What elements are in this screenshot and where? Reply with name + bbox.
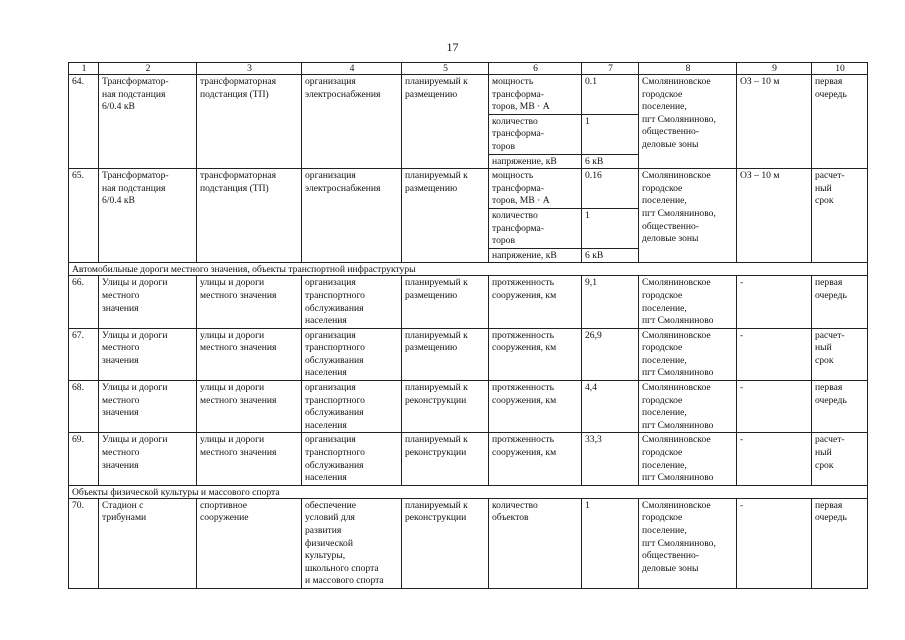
param-label: напряжение, кВ: [489, 154, 582, 169]
object-purpose: организация транспортного обслуживания населения: [302, 433, 402, 485]
param-value: 6 кВ: [582, 154, 639, 169]
param-label: мощность трансформа- торов, МВ · А: [489, 169, 582, 209]
object-name: Улицы и дороги местного значения: [99, 328, 197, 380]
column-header: 4: [302, 63, 402, 75]
param-value: 6 кВ: [582, 248, 639, 263]
object-location: Смоляниновское городское поселение, пгт Смоляниново: [639, 328, 737, 380]
object-location: Смоляниновское городское поселение, пгт Смоляниново, общественно- деловые зоны: [639, 169, 737, 263]
column-header: 1: [69, 63, 99, 75]
object-type: улицы и дороги местного значения: [197, 276, 302, 328]
column-header: 2: [99, 63, 197, 75]
table-row: [69, 381, 868, 433]
param-value: 0.1: [582, 75, 639, 115]
column-header: 3: [197, 63, 302, 75]
objects-table: [68, 62, 868, 589]
row-number: 65.: [69, 169, 99, 263]
param-value: 26,9: [582, 328, 639, 380]
section-row: [69, 263, 868, 276]
param-label: протяженность сооружения, км: [489, 381, 582, 433]
implementation-term: расчет- ный срок: [812, 328, 868, 380]
param-label: напряжение, кВ: [489, 248, 582, 263]
object-status: планируемый к размещению: [402, 328, 489, 380]
object-status: планируемый к реконструкции: [402, 433, 489, 485]
object-name: Трансформатор- ная подстанция 6/0.4 кВ: [99, 169, 197, 263]
object-purpose: организация транспортного обслуживания населения: [302, 328, 402, 380]
param-label: протяженность сооружения, км: [489, 276, 582, 328]
row-number: 64.: [69, 75, 99, 169]
object-type: улицы и дороги местного значения: [197, 328, 302, 380]
column-header: 9: [737, 63, 812, 75]
row-number: 67.: [69, 328, 99, 380]
param-value: 0.16: [582, 169, 639, 209]
implementation-term: расчет- ный срок: [812, 433, 868, 485]
implementation-term: первая очередь: [812, 75, 868, 169]
column-number-row: [69, 63, 868, 75]
object-type: улицы и дороги местного значения: [197, 381, 302, 433]
param-value: 9,1: [582, 276, 639, 328]
object-location: Смоляниновское городское поселение, пгт Смоляниново: [639, 381, 737, 433]
object-location: Смоляниновское городское поселение, пгт Смоляниново, общественно- деловые зоны: [639, 498, 737, 588]
column-header: 7: [582, 63, 639, 75]
table-row: [69, 169, 868, 209]
table-row: [69, 433, 868, 485]
object-name: Улицы и дороги местного значения: [99, 433, 197, 485]
protection-zone: -: [737, 328, 812, 380]
object-status: планируемый к размещению: [402, 276, 489, 328]
row-number: 68.: [69, 381, 99, 433]
implementation-term: первая очередь: [812, 498, 868, 588]
object-type: трансформаторная подстанция (ТП): [197, 75, 302, 169]
object-location: Смоляниновское городское поселение, пгт Смоляниново: [639, 276, 737, 328]
object-purpose: организация транспортного обслуживания населения: [302, 381, 402, 433]
implementation-term: первая очередь: [812, 381, 868, 433]
object-status: планируемый к размещению: [402, 169, 489, 263]
object-type: трансформаторная подстанция (ТП): [197, 169, 302, 263]
object-purpose: организация транспортного обслуживания населения: [302, 276, 402, 328]
implementation-term: первая очередь: [812, 276, 868, 328]
object-purpose: обеспечение условий для развития физической культуры, школьного спорта и массового спорта: [302, 498, 402, 588]
protection-zone: ОЗ – 10 м: [737, 75, 812, 169]
param-label: мощность трансформа- торов, МВ · А: [489, 75, 582, 115]
table-row: [69, 75, 868, 115]
row-number: 70.: [69, 498, 99, 588]
param-value: 33,3: [582, 433, 639, 485]
column-header: 5: [402, 63, 489, 75]
table-row: [69, 328, 868, 380]
object-purpose: организация электроснабжения: [302, 169, 402, 263]
column-header: 6: [489, 63, 582, 75]
param-label: количество трансформа- торов: [489, 208, 582, 248]
object-purpose: организация электроснабжения: [302, 75, 402, 169]
page-number: 17: [446, 40, 459, 54]
param-label: количество трансформа- торов: [489, 114, 582, 154]
section-title: Автомобильные дороги местного значения, объекты транспортной инфраструктуры: [69, 263, 868, 276]
param-value: 1: [582, 208, 639, 248]
protection-zone: -: [737, 381, 812, 433]
object-type: спортивное сооружение: [197, 498, 302, 588]
row-number: 69.: [69, 433, 99, 485]
implementation-term: расчет- ный срок: [812, 169, 868, 263]
table-row: [69, 276, 868, 328]
object-name: Улицы и дороги местного значения: [99, 276, 197, 328]
section-row: [69, 485, 868, 498]
protection-zone: -: [737, 498, 812, 588]
column-header: 10: [812, 63, 868, 75]
param-value: 4,4: [582, 381, 639, 433]
object-name: Трансформатор- ная подстанция 6/0.4 кВ: [99, 75, 197, 169]
param-value: 1: [582, 114, 639, 154]
protection-zone: ОЗ – 10 м: [737, 169, 812, 263]
object-location: Смоляниновское городское поселение, пгт Смоляниново, общественно- деловые зоны: [639, 75, 737, 169]
object-status: планируемый к реконструкции: [402, 381, 489, 433]
param-label: количество объектов: [489, 498, 582, 588]
row-number: 66.: [69, 276, 99, 328]
param-label: протяженность сооружения, км: [489, 433, 582, 485]
param-value: 1: [582, 498, 639, 588]
param-label: протяженность сооружения, км: [489, 328, 582, 380]
object-location: Смоляниновское городское поселение, пгт Смоляниново: [639, 433, 737, 485]
table-row: [69, 498, 868, 588]
protection-zone: -: [737, 433, 812, 485]
protection-zone: -: [737, 276, 812, 328]
column-header: 8: [639, 63, 737, 75]
object-status: планируемый к реконструкции: [402, 498, 489, 588]
object-name: Стадион с трибунами: [99, 498, 197, 588]
object-type: улицы и дороги местного значения: [197, 433, 302, 485]
object-status: планируемый к размещению: [402, 75, 489, 169]
object-name: Улицы и дороги местного значения: [99, 381, 197, 433]
section-title: Объекты физической культуры и массового спорта: [69, 485, 868, 498]
